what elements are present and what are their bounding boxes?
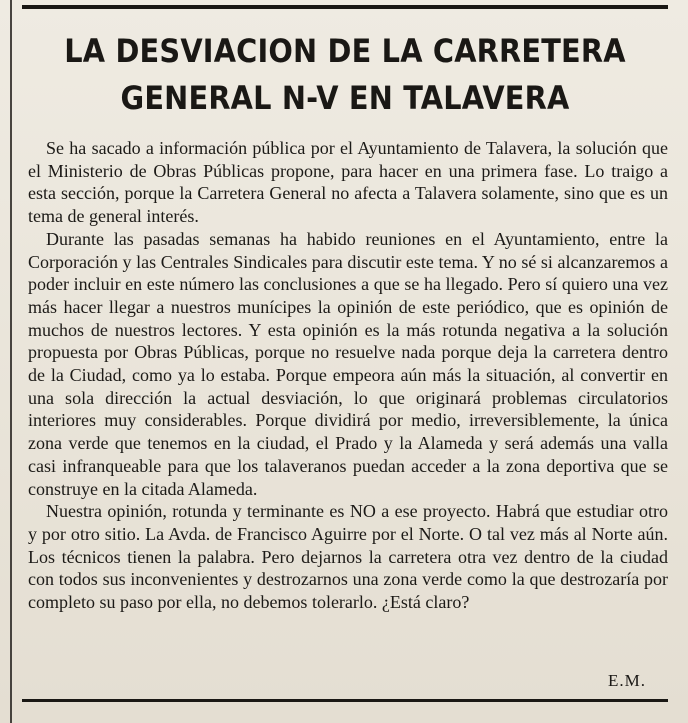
article-body: [28, 137, 668, 614]
top-rule: [22, 5, 668, 9]
left-column-rule: [10, 0, 12, 723]
paragraph-1: Se ha sacado a información pública por el Ayuntamiento de Talavera, la solución que el Ministerio de Obras Públicas propone, para hacer en una primera fase. Lo traigo a esta sección, porque la Carretera General no afecta a Talavera solamente, sino que es un tema de general interés.: [28, 138, 668, 227]
bottom-rule: [22, 699, 668, 702]
article-headline: [54, 28, 635, 122]
paragraph-2: Durante las pasadas semanas ha habido reuniones en el Ayuntamiento, entre la Corporación y las Centrales Sindicales para discutir este tema. Y no sé si alcanzaremos a poder incluir en este número las conclusiones a que se ha llegado. Pero sí quiero una vez más hacer llegar a nuestros munícipes la opinión de este periódico, que es opinión de muchos de nuestros lectores. Y esta opinión es la más rotunda negativa a la solución propuesta por Obras Públicas, porque no resuelve nada porque deja la carretera dentro de la Ciudad, como ya lo estaba. Porque empeora aún más la situación, al convertir en una sola dirección la actual desviación, lo que originará problemas circulatorios interiores muy considerables. Porque dividirá por medio, irreversiblemente, la única zona verde que tenemos en la ciudad, el Prado y la Alameda y será además una valla casi infranqueable para que los talaveranos puedan acceder a la zona deportiva que se construye en la citada Alameda.: [28, 228, 668, 499]
paragraph-3: Nuestra opinión, rotunda y terminante es NO a ese proyecto. Habrá que estudiar otro y por otro sitio. La Avda. de Francisco Aguirre por el Norte. O tal vez más al Norte aún. Los técnicos tienen la palabra. Pero dejarnos la carretera otra vez dentro de la ciudad con todos sus inconvenientes y destrozarnos una zona verde como la que destrozaría por completo su paso por ella, no debemos tolerarlo. ¿Está claro?: [28, 501, 668, 613]
headline-line-2: GENERAL N-V EN TALAVERA: [120, 79, 570, 117]
headline-line-1: LA DESVIACION DE LA CARRETERA: [64, 32, 626, 70]
author-signature: E.M.: [608, 671, 646, 690]
